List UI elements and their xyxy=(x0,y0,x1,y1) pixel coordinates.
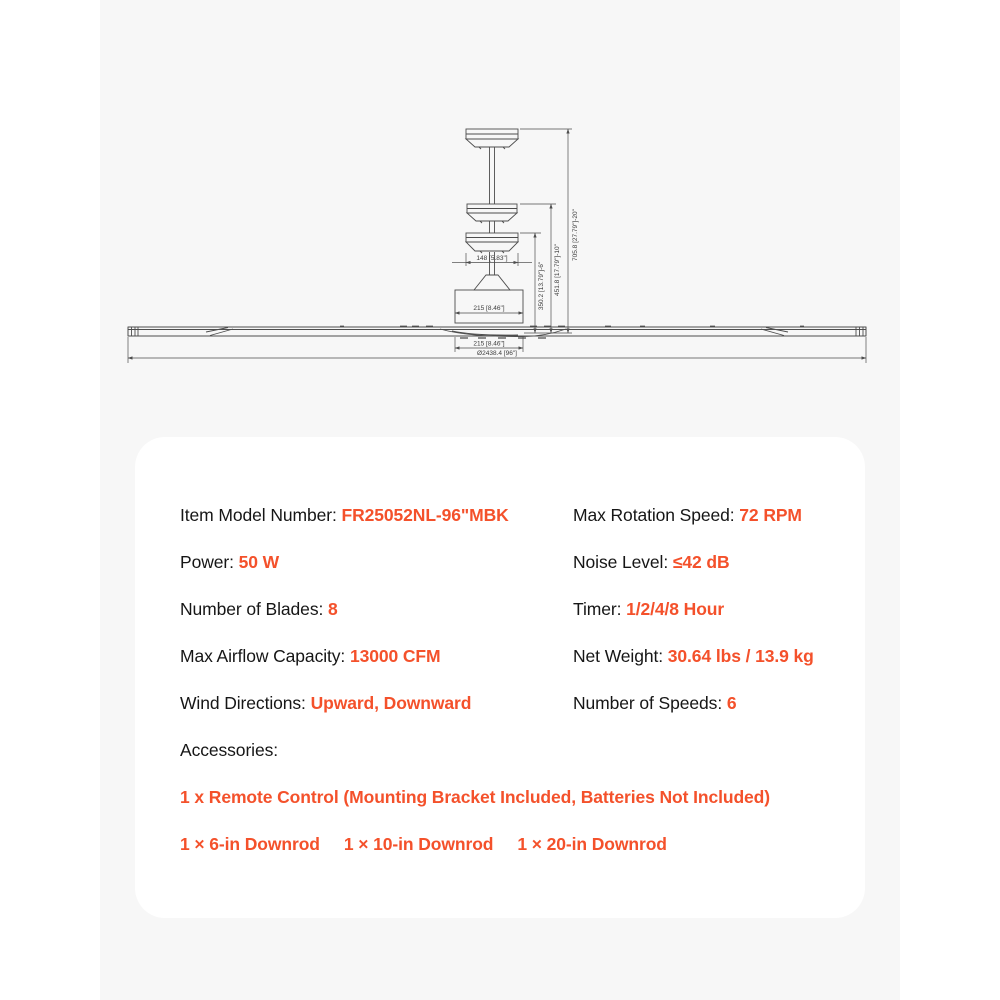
spec-value: FR25052NL-96"MBK xyxy=(341,505,509,525)
spec-label: Power: xyxy=(180,552,239,572)
accessories-downrod-list xyxy=(180,834,827,855)
spec-label: Wind Directions: xyxy=(180,693,311,713)
downrod-item-20in: 1 × 20-in Downrod xyxy=(517,834,667,854)
downrod-item-10in: 1 × 10-in Downrod xyxy=(343,834,494,854)
accessories-heading: Accessories: xyxy=(180,740,278,760)
motor-bell xyxy=(466,233,518,253)
spec-row-net-weight xyxy=(573,646,827,667)
spec-row-timer xyxy=(573,599,827,620)
spec-row-power xyxy=(180,552,573,573)
fan-blades xyxy=(128,326,866,338)
dim-label-height-10in: 451.8 [17.79"]-10" xyxy=(554,244,561,296)
spec-value: 30.64 lbs / 13.9 kg xyxy=(667,646,814,666)
spec-card xyxy=(135,437,865,918)
spec-value: 13000 CFM xyxy=(349,646,441,666)
motor-housing xyxy=(455,275,523,323)
spec-value: ≤42 dB xyxy=(672,552,730,572)
spec-label: Net Weight: xyxy=(573,646,668,666)
dim-label-hub-width: 215 [8.46"] xyxy=(473,340,505,348)
dim-label-sweep-diameter: Ø2438.4 [96"] xyxy=(477,350,517,357)
spec-label: Number of Blades: xyxy=(180,599,328,619)
spec-grid xyxy=(180,505,827,714)
dim-label-canopy-width: 148 [5.83"] xyxy=(476,255,508,262)
fan-dimension-drawing xyxy=(100,100,900,380)
spec-label: Max Airflow Capacity: xyxy=(180,646,350,666)
spec-value: Upward, Downward xyxy=(310,693,472,713)
spec-row-wind-directions xyxy=(180,693,573,714)
spec-value: 6 xyxy=(726,693,737,713)
spec-value: 72 RPM xyxy=(739,505,802,525)
spec-row-speeds xyxy=(573,693,827,714)
spec-label: Noise Level: xyxy=(573,552,673,572)
dimension-lines xyxy=(128,129,866,363)
spec-value: 1/2/4/8 Hour xyxy=(626,599,725,619)
spec-row-blades xyxy=(180,599,573,620)
dim-label-height-20in: 705.8 [27.79"]-20" xyxy=(572,209,579,261)
spec-label: Max Rotation Speed: xyxy=(573,505,740,525)
spec-row-noise-level xyxy=(573,552,827,573)
dim-label-height-6in: 350.2 [13.79"]-6" xyxy=(538,261,545,311)
spec-row-item-model xyxy=(180,505,573,526)
spec-label: Number of Speeds: xyxy=(573,693,727,713)
spec-value: 8 xyxy=(328,599,338,619)
dim-label-motor-width: 215 [8.46"] xyxy=(473,305,505,312)
spec-row-airflow xyxy=(180,646,573,667)
spec-value: 50 W xyxy=(238,552,280,572)
spec-label: Timer: xyxy=(573,599,627,619)
downrod-item-6in: 1 × 6-in Downrod xyxy=(180,834,320,854)
spec-row-rotation-speed xyxy=(573,505,827,526)
ceiling-canopy xyxy=(466,129,518,149)
coupler-canopy xyxy=(467,204,517,223)
accessories-remote-line: 1 x Remote Control (Mounting Bracket Included, Batteries Not Included) xyxy=(180,787,771,807)
spec-label: Item Model Number: xyxy=(180,505,342,525)
